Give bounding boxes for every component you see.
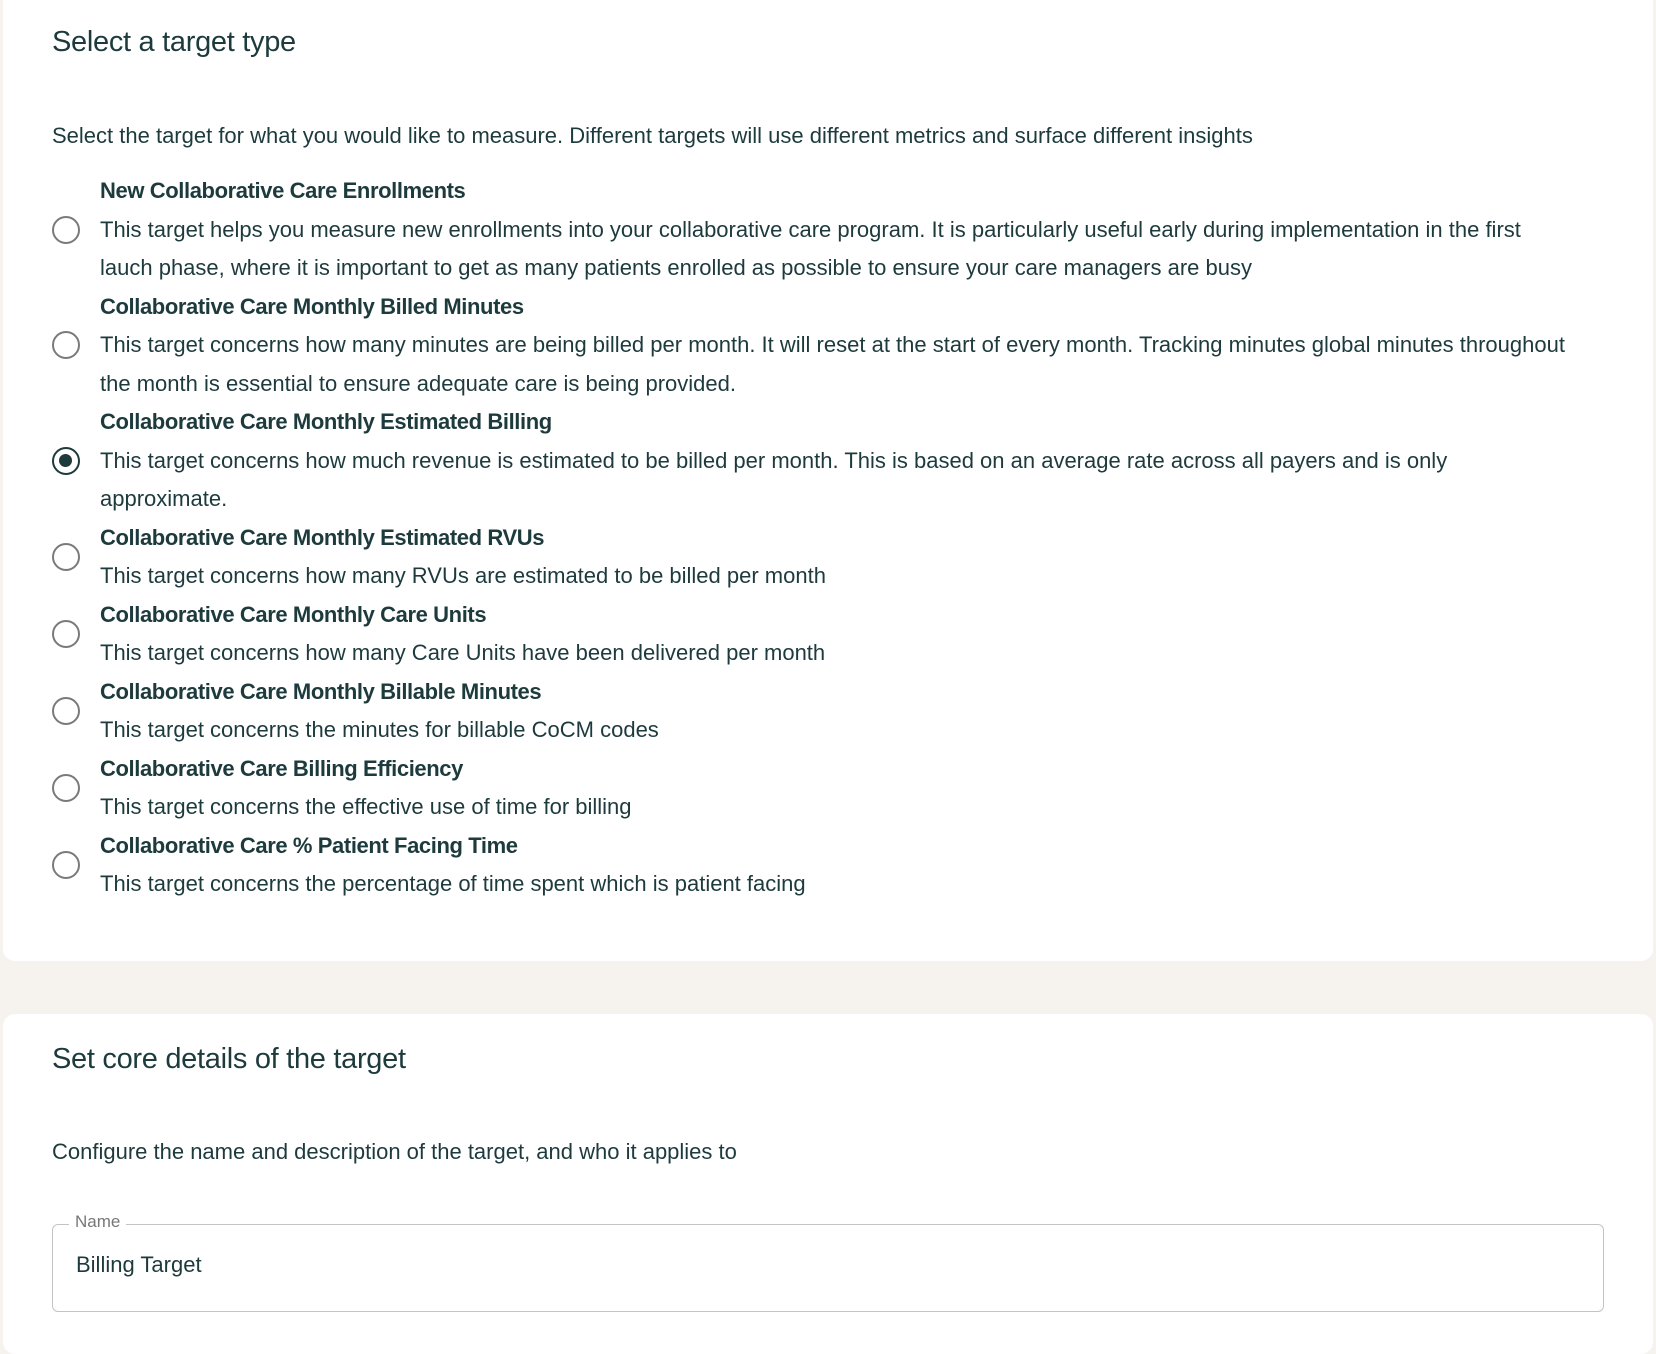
name-input[interactable]	[74, 1251, 1578, 1279]
option-text	[100, 827, 806, 904]
target-option[interactable]	[52, 673, 1572, 750]
target-option[interactable]	[52, 288, 1572, 404]
radio-button[interactable]	[52, 216, 80, 244]
option-title: Collaborative Care Monthly Care Units	[100, 601, 487, 627]
radio-button[interactable]	[52, 331, 80, 359]
section-description: Configure the name and description of the target, and who it applies to	[52, 1139, 737, 1164]
radio-button[interactable]	[52, 447, 80, 475]
target-option[interactable]	[52, 403, 1572, 519]
radio-button[interactable]	[52, 697, 80, 725]
option-title: New Collaborative Care Enrollments	[100, 178, 466, 203]
target-option[interactable]	[52, 827, 1572, 904]
radio-button[interactable]	[52, 543, 80, 571]
option-description: This target concerns the effective use of time for billing	[100, 794, 632, 819]
option-text	[100, 172, 1570, 288]
option-title: Collaborative Care Monthly Billed Minutes	[100, 293, 524, 319]
target-option[interactable]	[52, 519, 1572, 596]
option-description: This target concerns how much revenue is estimated to be billed per month. This is based on an average rate across all payers and is only approximate.	[100, 447, 1448, 511]
target-type-radio-group	[52, 172, 1572, 904]
option-text	[100, 403, 1570, 519]
target-option[interactable]	[52, 172, 1572, 288]
radio-button[interactable]	[52, 774, 80, 802]
radio-button[interactable]	[52, 851, 80, 879]
section-title: Set core details of the target	[52, 1043, 406, 1075]
option-description: This target concerns how many RVUs are estimated to be billed per month	[100, 563, 826, 588]
option-text	[100, 673, 659, 750]
core-details-card	[3, 1014, 1653, 1354]
name-field	[52, 1212, 1604, 1312]
radio-button[interactable]	[52, 620, 80, 648]
target-option[interactable]	[52, 750, 1572, 827]
section-title: Select a target type	[52, 26, 296, 58]
option-text	[100, 596, 825, 673]
option-title: Collaborative Care % Patient Facing Time	[100, 832, 518, 858]
option-title: Collaborative Care Monthly Billable Minutes	[100, 678, 542, 704]
option-title: Collaborative Care Billing Efficiency	[100, 755, 463, 781]
option-description: This target concerns the percentage of time spent which is patient facing	[100, 871, 806, 896]
option-title: Collaborative Care Monthly Estimated RVUs	[100, 524, 545, 550]
target-option[interactable]	[52, 596, 1572, 673]
target-type-card	[3, 0, 1653, 961]
option-title: Collaborative Care Monthly Estimated Billing	[100, 409, 552, 434]
option-text	[100, 519, 826, 596]
section-description: Select the target for what you would like to measure. Different targets will use different metrics and surface different insights	[52, 123, 1253, 148]
option-description: This target concerns how many Care Units have been delivered per month	[100, 640, 826, 665]
option-description: This target concerns how many minutes are being billed per month. It will reset at the start of every month. Tracking minutes global minutes throughout the month is essential to ensure adequate care is being provided.	[100, 332, 1565, 396]
name-field-label: Name	[69, 1212, 126, 1232]
option-text	[100, 750, 632, 827]
option-description: This target concerns the minutes for billable CoCM codes	[100, 717, 659, 742]
option-text	[100, 288, 1570, 404]
option-description: This target helps you measure new enrollments into your collaborative care program. It is particularly useful early during implementation in the first lauch phase, where it is important to get as many patients enrolled as possible to ensure your care managers are busy	[100, 216, 1521, 280]
